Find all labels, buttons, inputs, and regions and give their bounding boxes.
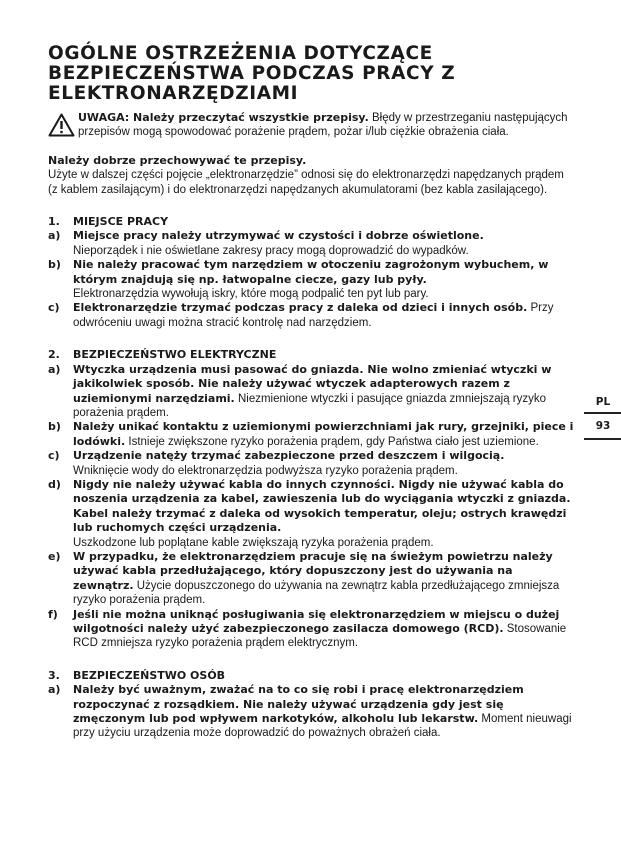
list-item: b) Nie należy pracować tym narzędziem w otoczeniu zagrożonym wybuchem, w którym znajdują się np. łatwopalne ciecze, gazy lub pyły. Elektronarzędzia wywołują iskry, które mogą podpalić ten pyt lub pary. [48, 258, 549, 301]
list-item: c) Elektronarzędzie trzymać podczas pracy z daleka od dzieci i innych osób. Przy odwróceniu uwagi można stracić kontrolę nad narzędziem. [48, 301, 554, 329]
document-body [48, 111, 575, 741]
list-item: c) Urządzenie natęży trzymać zabezpieczone przed deszczem i wilgocią. Wniknięcie wody do elektronarzędzia podwyższa ryzyko porażenia prądem. [48, 449, 505, 477]
list-item: a) Miejsce pracy należy utrzymywać w czystości i dobrze oświetlone. Nieporządek i nie oświetlane zakresy pracy mogą doprowadzić do wypadków. [48, 229, 484, 257]
list-item: e) W przypadku, że elektronarzędziem pracuje się na świeżym powietrzu należy używać kabla przedłużającego, który dopuszczony jest do używania na zewnątrz. Użycie dopuszczonego do używania na zewnątrz kabla przedłużającego zmniejsza ryzyko porażenia prądem. [48, 549, 560, 607]
page-number: 93 [595, 420, 611, 432]
warning-triangle-icon [48, 113, 75, 137]
section-electrical-safety [48, 348, 575, 651]
language-label: PL [595, 396, 611, 408]
list-item: f) Jeśli nie można uniknąć posługiwania się elektronarzędziem w miejscu o dużej wilgotności należy użyć zabezpieczonego zasilacza domowego (RCD). Stosowanie RCD zmniejsza ryzyko porażenia prądem elektrycznym. [48, 607, 567, 650]
page-side-tab [584, 390, 621, 440]
list-item: a) Należy być uważnym, zważać na to co się robi i pracę elektronarzędziem rozpoczynać z rozsądkiem. Nie należy używać urządzenia gdy jest się zmęczonym lub pod wpływem narkotyków, alkoholu lub lekarstw. Moment nieuwagi przy użyciu urządzenia może doprowadzić do poważnych obrażeń ciała. [48, 683, 572, 740]
list-item: a) Wtyczka urządzenia musi pasować do gniazda. Nie wolno zmieniać wtyczki w jakikolwiek sposób. Nie należy używać wtyczek adapterowych razem z uziemionymi narzędziami. Niezmienione wtyczki i pasujące gniazda zmniejszają ryzyko porażenia prądem. [48, 362, 552, 419]
section-workplace [48, 215, 575, 330]
warning-bold: UWAGA: Należy przeczytać wszystkie przepisy. [78, 111, 369, 124]
section-heading: 2. BEZPIECZEŃSTWO ELEKTRYCZNE [48, 348, 277, 362]
section-personal-safety [48, 669, 575, 741]
keep-instructions [48, 154, 575, 197]
keep-bold: Należy dobrze przechowywać te przepisy. [48, 153, 307, 167]
section-heading: 1. MIEJSCE PRACY [48, 215, 169, 229]
divider [584, 438, 621, 440]
warning-block [48, 111, 575, 140]
keep-text: Użyte w dalszej części pojęcie „elektronarzędzie” odnosi się do elektronarzędzi napędzanych prądem (z kablem zasilającym) i do elektronarzędzi napędzanych akumulatorami (bez kabla zasilającego). [48, 169, 564, 196]
section-heading: 3. BEZPIECZEŃSTWO OSÓB [48, 668, 226, 682]
warning-text: Błędy w przestrzeganiu następujących przepisów mogą spowodować porażenie prądem, pożar i/lub ciężkie obrażenia ciała. [78, 112, 568, 139]
page-title: OGÓLNE OSTRZEŻENIA DOTYCZĄCE BEZPIECZEŃSTWA PODCZAS PRACY Z ELEKTRONARZĘDZIAMI [48, 43, 456, 104]
list-item: b) Należy unikać kontaktu z uziemionymi powierzchniami jak rury, grzejniki, piece i lodówki. Istnieje zwiększone ryzyko porażenia prądem, gdy Państwa ciało jest uziemione. [48, 420, 574, 448]
list-item: d) Nigdy nie należy używać kabla do innych czynności. Nigdy nie używać kabla do noszenia urządzenia za kabel, zawieszenia lub do wyciągania wtyczki z gniazda. Kabel należy trzymać z daleka od wysokich temperatur, oleju; ostrych krawędzi lub ruchomych części urządzenia. Uszkodzone lub poplątane kable zwiększają ryzyka porażenia prądem. [48, 477, 571, 549]
